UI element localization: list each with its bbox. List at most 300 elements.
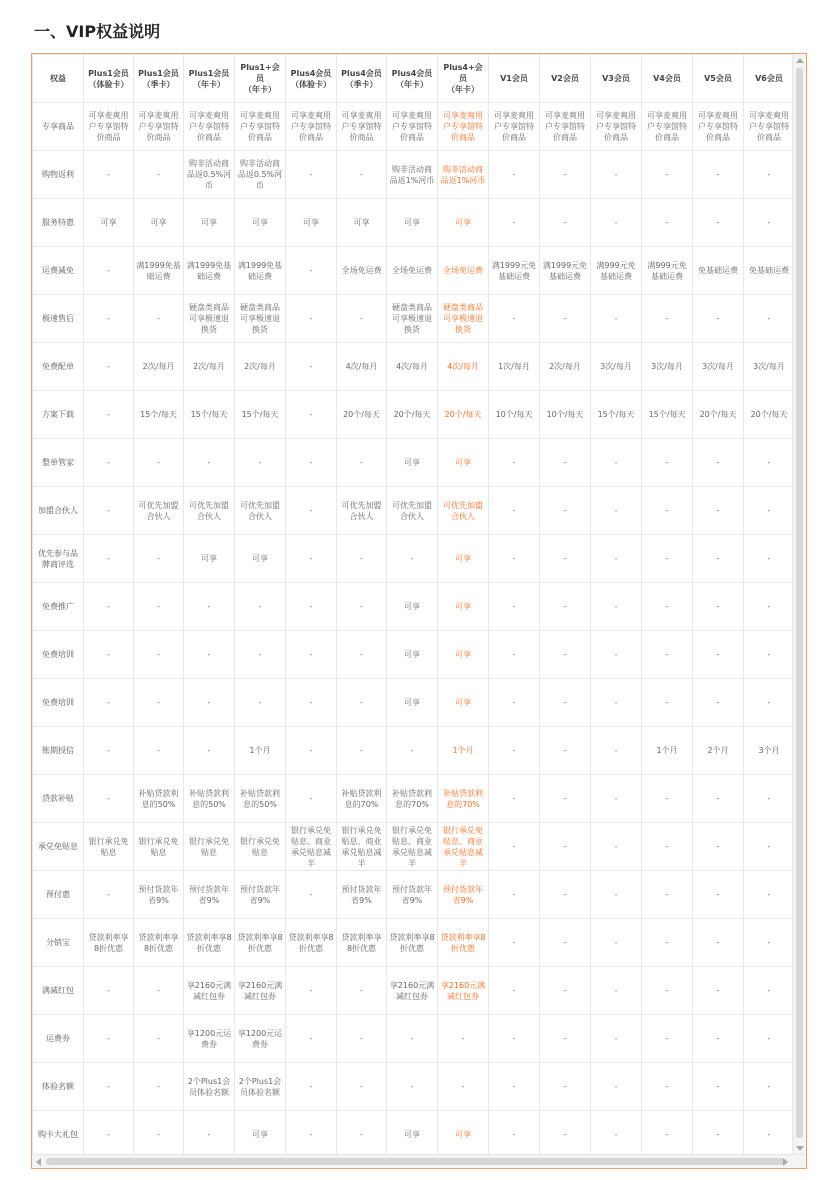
table-cell: 可享麦爽用户专享馆特价商品 [438,103,489,151]
table-cell: - [489,199,540,247]
table-cell: 满999元免基础运费 [642,247,693,295]
table-cell: - [744,535,795,583]
table-cell: - [540,1015,591,1063]
table-cell: 20个/每天 [744,391,795,439]
table-cell: 银行承兑免贴息 [84,823,134,871]
column-header [744,55,795,103]
table-cell: - [642,199,693,247]
column-header [387,55,438,103]
table-cell: - [591,439,642,487]
column-header-label: Plus4+会员 [443,63,483,83]
table-cell: 补贴贷款利息的70% [337,775,387,823]
table-cell: 15个/每天 [134,391,184,439]
vertical-scroll-thumb[interactable] [796,68,803,1138]
table-cell: 4次/每月 [438,343,489,391]
table-row [33,439,795,487]
table-cell: - [642,919,693,967]
table-cell: - [693,487,744,535]
table-cell: - [84,295,134,343]
table-cell: 可享 [337,199,387,247]
row-label: 预付惠 [33,871,84,919]
table-cell: - [134,967,184,1015]
table-cell: - [84,151,134,199]
table-cell: 可享 [235,199,286,247]
table-cell: - [744,151,795,199]
table-cell: 全场免运费 [337,247,387,295]
table-cell: 预付货款年省9% [235,871,286,919]
table-cell: - [591,823,642,871]
table-cell: - [693,1063,744,1111]
table-cell: - [337,583,387,631]
table-cell: 满1999免基础运费 [184,247,235,295]
table-cell: 2次/每月 [184,343,235,391]
row-label: 加盟合伙人 [33,487,84,535]
table-cell: 预付货款年省9% [387,871,438,919]
table-cell: 银行承兑免贴息 [134,823,184,871]
column-header-label: （年卡） [447,85,479,94]
table-cell: - [591,487,642,535]
table-cell: - [744,439,795,487]
table-cell: - [286,1063,337,1111]
table-cell: - [286,151,337,199]
table-cell: - [489,679,540,727]
table-cell: - [337,1111,387,1159]
table-cell: - [84,871,134,919]
table-cell: 可优先加盟合伙人 [235,487,286,535]
table-cell: - [489,1015,540,1063]
column-header [693,55,744,103]
table-cell: 2个月 [693,727,744,775]
table-cell: 硬盘类商品可享极速退换货 [184,295,235,343]
table-cell: - [591,535,642,583]
table-cell: - [438,1015,489,1063]
table-cell: 可享 [134,199,184,247]
table-cell: - [235,631,286,679]
column-header [591,55,642,103]
table-cell: - [387,1015,438,1063]
table-cell: 20个/每天 [387,391,438,439]
table-row [33,1015,795,1063]
table-cell: - [693,1015,744,1063]
table-cell: 15个/每天 [235,391,286,439]
scroll-right-arrow-icon[interactable] [783,1158,788,1166]
table-cell: 20个/每天 [337,391,387,439]
table-cell: - [489,919,540,967]
table-cell: 可享麦爽用户专享馆特价商品 [134,103,184,151]
table-cell: - [286,295,337,343]
table-cell: - [184,631,235,679]
table-cell: - [134,1063,184,1111]
row-label: 服务特惠 [33,199,84,247]
table-cell: - [134,535,184,583]
table-cell: - [540,1063,591,1111]
table-cell: - [744,823,795,871]
table-cell: 贷款利率享8折优惠 [387,919,438,967]
table-cell: 硬盘类商品可享极速退换货 [387,295,438,343]
table-cell: 2次/每月 [235,343,286,391]
table-cell: 可享麦爽用户专享馆特价商品 [184,103,235,151]
column-header [642,55,693,103]
table-cell: 满1999免基础运费 [235,247,286,295]
table-cell: 硬盘类商品可享极速退换货 [235,295,286,343]
table-cell: 可享 [235,1111,286,1159]
table-cell: - [642,151,693,199]
table-cell: - [84,679,134,727]
table-cell: 可享 [286,199,337,247]
table-cell: 补贴贷款利息的70% [438,775,489,823]
table-cell: - [84,343,134,391]
table-row [33,151,795,199]
table-cell: - [337,967,387,1015]
column-header-label: Plus4会员 [290,68,332,78]
table-row [33,775,795,823]
column-header-label: Plus1会员 [88,68,129,78]
table-cell: 预付货款年省9% [438,871,489,919]
table-cell: - [337,679,387,727]
table-cell: - [337,295,387,343]
table-cell: - [693,775,744,823]
table-cell: - [286,1015,337,1063]
table-cell: 满1999元免基础运费 [489,247,540,295]
table-cell: 享1200元运费券 [184,1015,235,1063]
table-cell: 4次/每月 [387,343,438,391]
table-cell: - [693,1111,744,1159]
table-cell: - [693,871,744,919]
table-cell: - [286,727,337,775]
table-cell: - [286,679,337,727]
table-cell: 1个月 [642,727,693,775]
table-row [33,247,795,295]
table-cell: - [489,1063,540,1111]
table-cell: - [286,1111,337,1159]
table-cell: 银行承兑免贴息 [184,823,235,871]
table-cell: - [591,775,642,823]
table-cell: - [184,727,235,775]
column-header [235,55,286,103]
table-cell: 银行承兑免贴息、商业承兑贴息减半 [438,823,489,871]
table-cell: - [540,295,591,343]
table-cell: - [744,775,795,823]
table-cell: 银行承兑免贴息 [235,823,286,871]
table-row [33,391,795,439]
table-cell: - [693,535,744,583]
table-row [33,535,795,583]
column-header-label: V5会员 [704,74,732,83]
table-cell: - [286,391,337,439]
table-cell: - [642,1015,693,1063]
table-cell: - [591,679,642,727]
table-cell: - [642,439,693,487]
table-cell: 贷款利率享8折优惠 [438,919,489,967]
table-cell: - [489,967,540,1015]
table-cell: - [591,1015,642,1063]
column-header [540,55,591,103]
page-title: 一、VIP权益说明 [34,22,161,41]
table-cell: 可享 [84,199,134,247]
table-cell: - [235,583,286,631]
table-cell: - [84,727,134,775]
table-cell: - [693,967,744,1015]
table-cell: - [489,631,540,679]
table-cell: 可优先加盟合伙人 [134,487,184,535]
row-label: 购卡大礼包 [33,1111,84,1159]
table-cell: - [540,679,591,727]
table-cell: - [387,1063,438,1111]
table-row [33,727,795,775]
table-cell: - [642,823,693,871]
scroll-up-arrow-icon[interactable] [796,58,804,63]
table-cell: - [84,967,134,1015]
table-cell: - [693,295,744,343]
table-cell: - [337,1015,387,1063]
table-cell: - [693,439,744,487]
table-cell: - [540,631,591,679]
table-cell: - [744,583,795,631]
table-cell: 预付货款年省9% [134,871,184,919]
column-header [337,55,387,103]
table-cell: 补贴贷款利息的50% [184,775,235,823]
table-cell: 可享 [438,199,489,247]
horizontal-scrollbar[interactable] [32,1154,806,1168]
table-cell: 贷款利率享8折优惠 [134,919,184,967]
table-header-row [33,55,795,103]
row-label: 运费券 [33,1015,84,1063]
scroll-down-arrow-icon[interactable] [796,1146,804,1151]
row-label: 分销宝 [33,919,84,967]
table-cell: 2个Plus1会员体验名额 [184,1063,235,1111]
table-cell: 3个月 [744,727,795,775]
table-cell: 可优先加盟合伙人 [337,487,387,535]
row-label: 体验名额 [33,1063,84,1111]
table-row [33,967,795,1015]
table-cell: - [642,583,693,631]
column-header-label: （年卡） [193,79,225,89]
table-cell: 可享 [438,679,489,727]
table-cell: - [286,583,337,631]
table-cell: - [489,439,540,487]
table-cell: 预付货款年省9% [184,871,235,919]
table-cell: 可享麦爽用户专享馆特价商品 [337,103,387,151]
table-cell: 可享麦爽用户专享馆特价商品 [591,103,642,151]
table-cell: - [642,871,693,919]
table-cell: - [693,679,744,727]
table-cell: 可享麦爽用户专享馆特价商品 [387,103,438,151]
table-cell: - [134,439,184,487]
table-cell: 可享麦爽用户专享馆特价商品 [235,103,286,151]
table-cell: 享2160元满减红包券 [438,967,489,1015]
table-cell: - [591,1111,642,1159]
table-cell: 可享麦爽用户专享馆特价商品 [286,103,337,151]
table-cell: 满1999免基础运费 [134,247,184,295]
table-cell: - [337,151,387,199]
column-header-label: （季卡） [142,79,175,89]
column-header-label: （体验卡） [88,79,129,89]
table-cell: - [84,439,134,487]
table-cell: 银行承兑免贴息、商业承兑贴息减半 [286,823,337,871]
column-header-label: Plus4会员 [391,68,433,78]
table-cell: 可享 [387,1111,438,1159]
table-cell: - [84,535,134,583]
table-cell: - [489,775,540,823]
row-label: 账期授信 [33,727,84,775]
table-cell: - [337,1063,387,1111]
column-header-label: V3会员 [602,74,630,83]
table-cell: - [744,295,795,343]
table-cell: - [489,535,540,583]
table-cell: 可享麦爽用户专享馆特价商品 [540,103,591,151]
table-cell: 可优先加盟合伙人 [387,487,438,535]
table-cell: 3次/每月 [744,343,795,391]
table-cell: 可享 [438,1111,489,1159]
table-cell: - [489,295,540,343]
table-cell: - [286,535,337,583]
table-cell: - [134,1015,184,1063]
table-row [33,199,795,247]
table-cell: - [693,823,744,871]
table-cell: 1个月 [235,727,286,775]
table-cell: 硬盘类商品可享极速退换货 [438,295,489,343]
table-row [33,487,795,535]
table-cell: - [642,1063,693,1111]
table-cell: - [642,679,693,727]
table-cell: - [286,487,337,535]
row-label: 免费培训 [33,631,84,679]
table-cell: 10个/每天 [489,391,540,439]
table-cell: - [84,487,134,535]
column-header-label: （年卡） [396,79,428,89]
table-cell: - [134,295,184,343]
table-cell: - [642,631,693,679]
vertical-scrollbar[interactable] [792,54,806,1155]
table-cell: 可享 [235,535,286,583]
table-cell: - [184,583,235,631]
table-cell: - [286,439,337,487]
column-header-label: V1会员 [500,74,528,83]
table-cell: 购非活动商品返0.5%河币 [184,151,235,199]
table-cell: 享2160元满减红包券 [184,967,235,1015]
table-cell: - [642,1111,693,1159]
table-cell: 3次/每月 [642,343,693,391]
table-cell: - [134,631,184,679]
table-cell: - [642,487,693,535]
column-header-label: （体验卡） [291,79,331,89]
row-label: 专享商品 [33,103,84,151]
table-cell: - [540,967,591,1015]
table-cell: - [286,967,337,1015]
row-label: 免费配单 [33,343,84,391]
table-cell: 可享 [438,583,489,631]
horizontal-scroll-thumb[interactable] [46,1158,784,1165]
row-label: 免费培训 [33,679,84,727]
table-cell: - [337,439,387,487]
table-cell: 满1999元免基础运费 [540,247,591,295]
table-cell: 可优先加盟合伙人 [184,487,235,535]
column-header [438,55,489,103]
table-cell: - [134,1111,184,1159]
table-cell: 全场免运费 [387,247,438,295]
table-cell: 贷款利率享8折优惠 [84,919,134,967]
table-cell: - [489,871,540,919]
table-cell: - [591,871,642,919]
column-header-label: Plus1会员 [138,68,179,78]
table-cell: - [540,199,591,247]
table-cell: 预付货款年省9% [337,871,387,919]
table-cell: - [540,775,591,823]
table-cell: - [134,583,184,631]
table-cell: - [591,631,642,679]
table-cell: - [540,727,591,775]
table-cell: - [337,631,387,679]
table-cell: - [540,151,591,199]
table-cell: - [84,1063,134,1111]
table-cell: - [540,919,591,967]
table-cell: - [540,535,591,583]
table-cell: - [744,631,795,679]
table-row [33,343,795,391]
table-cell: 可享 [438,631,489,679]
row-label: 极速售后 [33,295,84,343]
table-cell: - [286,631,337,679]
table-cell: 补贴贷款利息的50% [134,775,184,823]
table-row [33,103,795,151]
table-cell: - [134,151,184,199]
table-cell: - [744,967,795,1015]
table-cell: - [744,919,795,967]
table-cell: - [84,247,134,295]
table-cell: 4次/每月 [337,343,387,391]
table-cell: - [286,247,337,295]
table-cell: 1次/每月 [489,343,540,391]
row-label: 满减红包 [33,967,84,1015]
table-cell: - [489,151,540,199]
table-cell: 可享 [387,679,438,727]
column-header-label: V2会员 [551,74,579,83]
table-cell: - [693,151,744,199]
row-label: 整单管家 [33,439,84,487]
table-cell: - [591,727,642,775]
table-cell: 2个Plus1会员体验名额 [235,1063,286,1111]
table-cell: - [337,535,387,583]
table-cell: 20个/每天 [438,391,489,439]
table-cell: - [84,391,134,439]
table-cell: - [489,727,540,775]
table-cell: 15个/每天 [591,391,642,439]
table-cell: - [184,679,235,727]
row-label: 承兑免贴息 [33,823,84,871]
column-header-label: Plus1会员 [188,68,230,78]
table-cell: - [642,967,693,1015]
table-cell: - [642,775,693,823]
table-cell: - [489,1111,540,1159]
table-cell: - [591,295,642,343]
table-cell: - [84,631,134,679]
table-cell: 可享麦爽用户专享馆特价商品 [642,103,693,151]
table-cell: 购非活动商品返0.5%河币 [235,151,286,199]
table-cell: 可享麦爽用户专享馆特价商品 [744,103,795,151]
column-header [286,55,337,103]
table-cell: - [591,1063,642,1111]
table-cell: - [286,871,337,919]
table-cell: - [591,967,642,1015]
column-header [489,55,540,103]
scroll-left-arrow-icon[interactable] [36,1158,41,1166]
table-cell: - [693,919,744,967]
table-cell: - [84,1111,134,1159]
table-cell: - [184,1111,235,1159]
table-cell: 1个月 [438,727,489,775]
table-cell: - [693,199,744,247]
table-cell: - [540,439,591,487]
